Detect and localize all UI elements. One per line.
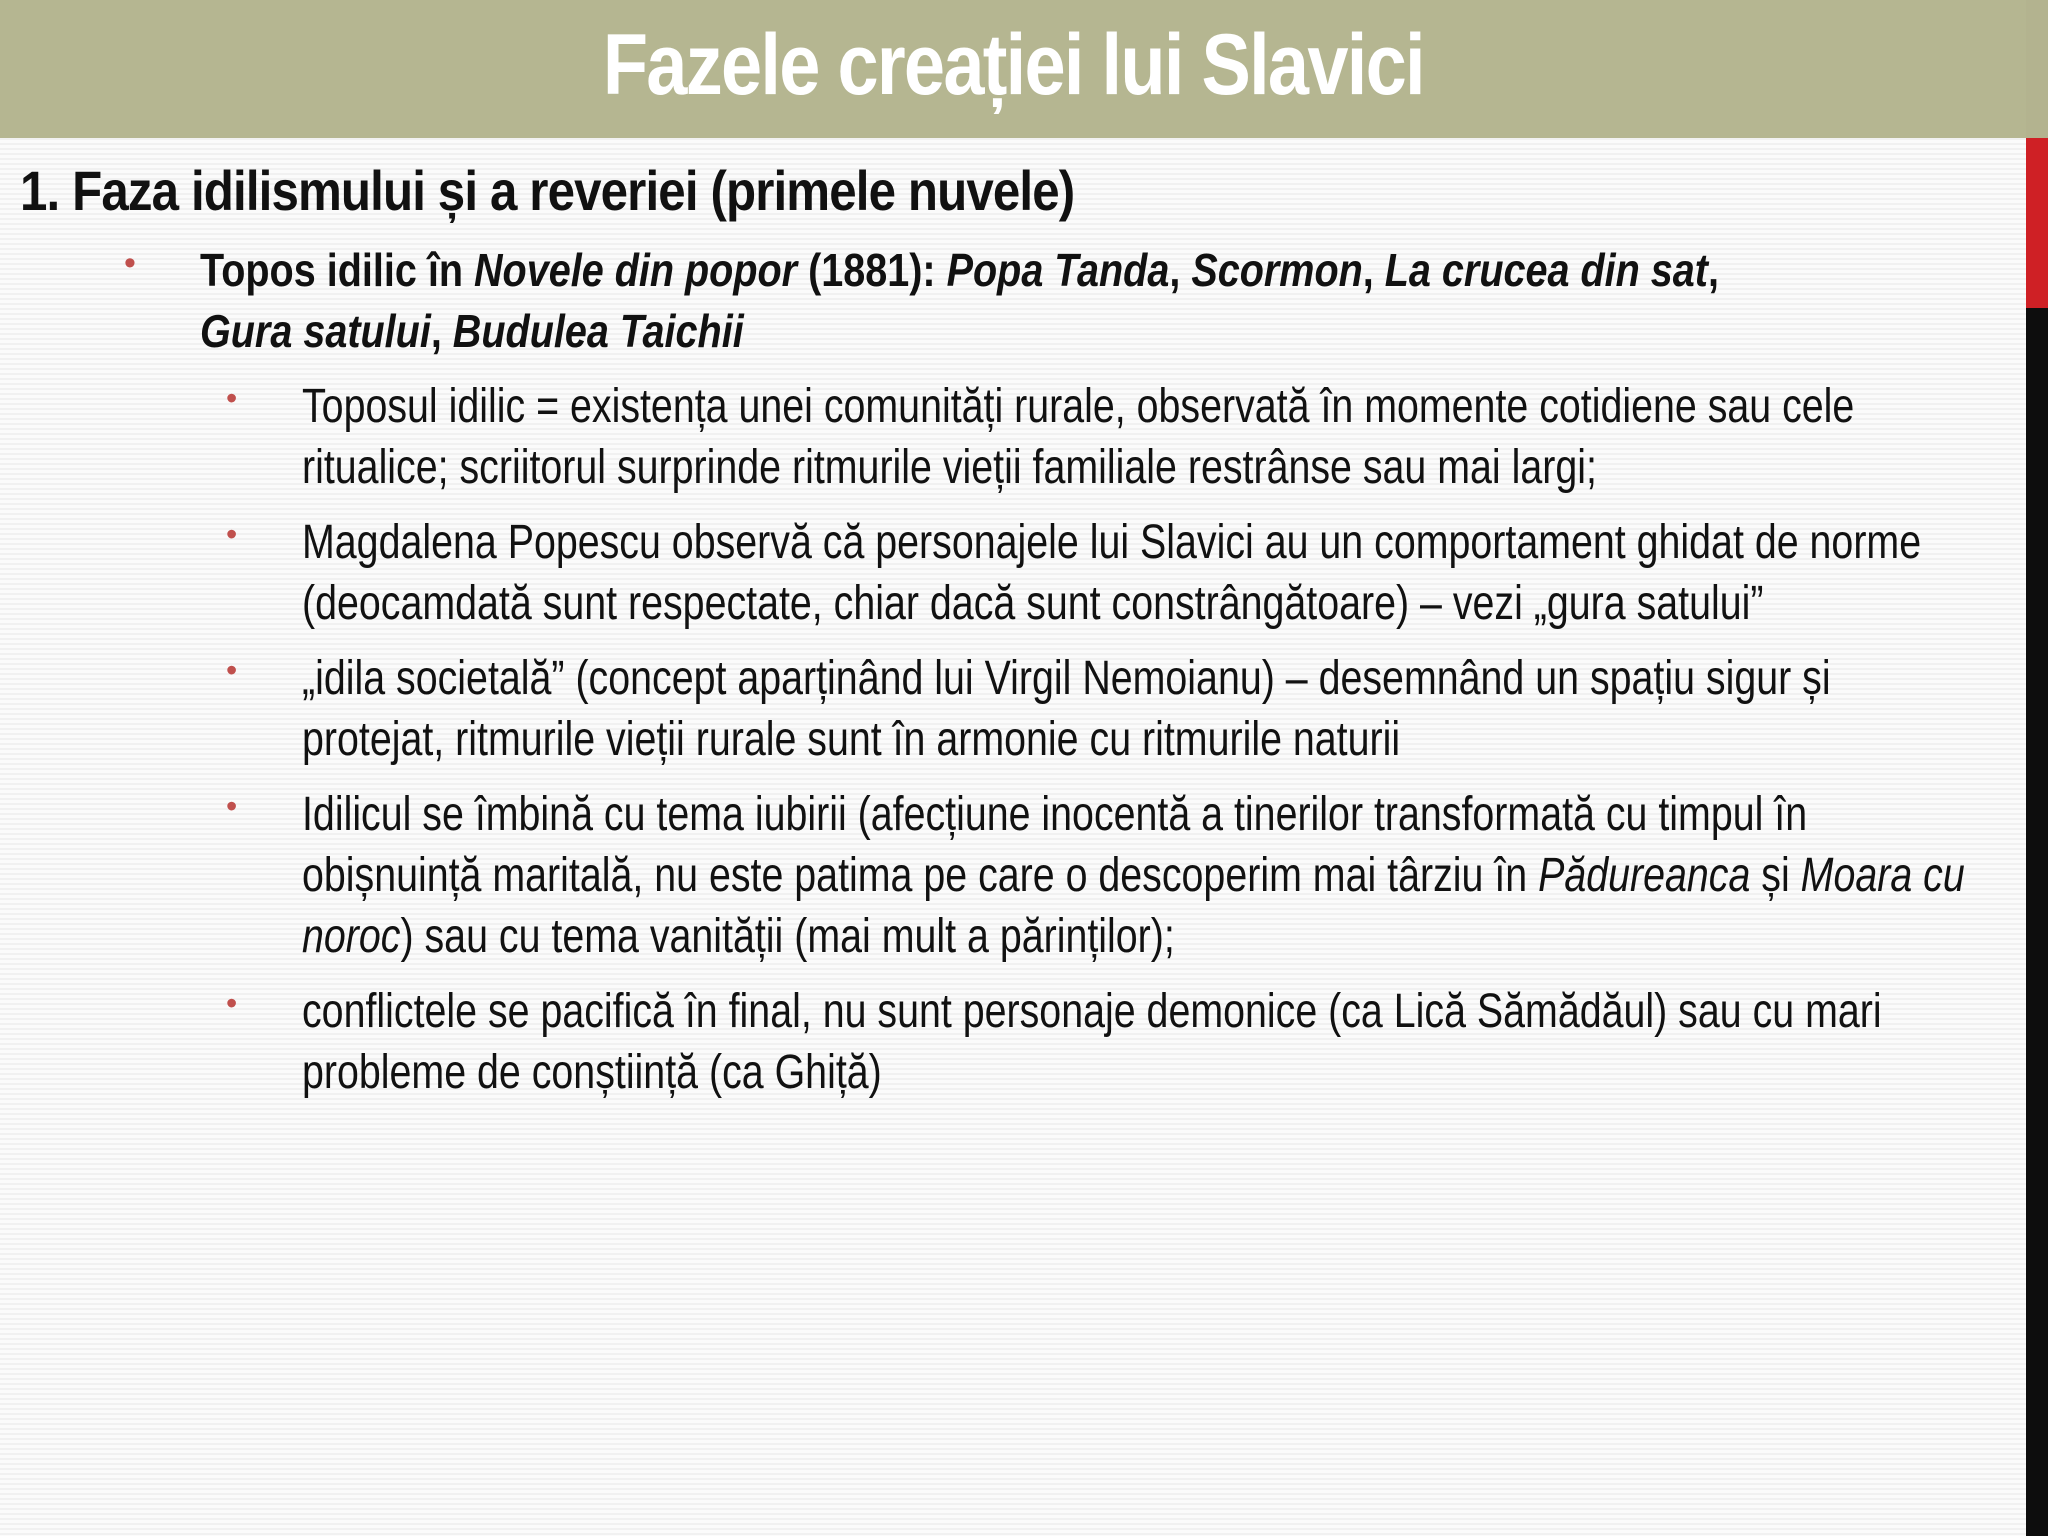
text-run: , bbox=[1362, 244, 1385, 296]
text-run: ) sau cu tema vanității (mai mult a părinților); bbox=[400, 910, 1175, 963]
title-bar bbox=[0, 0, 2026, 138]
list-item-text bbox=[302, 784, 1983, 967]
slide-title: Fazele creației lui Slavici bbox=[602, 16, 1424, 113]
bullet-icon: • bbox=[226, 985, 238, 1021]
work-title: La crucea din sat bbox=[1384, 244, 1708, 296]
list-item-text: „idila societală” (concept aparținând lui Virgil Nemoianu) – desemnând un spațiu sigur și protejat, ritmurile vieții rurale sunt în armonie cu ritmurile naturii bbox=[302, 652, 1831, 766]
work-title: Popa Tanda bbox=[946, 244, 1170, 296]
work-title: Budulea Taichii bbox=[452, 305, 744, 357]
bullet-icon: • bbox=[226, 516, 238, 552]
text-run: Idilicul se îmbină cu tema iubirii (afecțiune inocentă a tinerilor transformată cu timpul în obișnuință maritală, nu este patima pe care o descoperim mai târziu în bbox=[302, 788, 1808, 902]
list-item-text: conflictele se pacifică în final, nu sunt personaje demonice (ca Lică Sămădăul) sau cu mari probleme de conștiință (ca Ghiță) bbox=[302, 985, 1882, 1099]
level1-text bbox=[200, 240, 1782, 362]
side-band-black bbox=[2026, 308, 2048, 1536]
section-heading: 1. Faza idilismului și a reveriei (primele nuvele) bbox=[20, 159, 1075, 222]
list-item bbox=[226, 648, 1986, 770]
bullet-icon: • bbox=[124, 244, 136, 282]
level2-list bbox=[226, 376, 1986, 1117]
work-title: Pădureanca bbox=[1538, 849, 1751, 902]
work-title: Scormon bbox=[1191, 244, 1363, 296]
text-run: , bbox=[1707, 244, 1719, 296]
list-item-text: Magdalena Popescu observă că personajele lui Slavici au un comportament ghidat de norme (deocamdată sunt respectate, chiar dacă sunt constrângătoare) – vezi „gura satului” bbox=[302, 516, 1922, 630]
side-band-red bbox=[2026, 138, 2048, 308]
list-item bbox=[226, 784, 1986, 967]
list-item-text: Toposul idilic = existența unei comunități rurale, observată în momente cotidiene sau cele ritualice; scriitorul surprinde ritmurile vieții familiale restrânse sau mai largi; bbox=[302, 380, 1855, 494]
bullet-icon: • bbox=[226, 652, 238, 688]
work-title: Gura satului bbox=[200, 305, 431, 357]
list-item bbox=[226, 512, 1986, 634]
list-item bbox=[226, 981, 1986, 1103]
bullet-icon: • bbox=[226, 788, 238, 824]
text-run: , bbox=[430, 305, 453, 357]
text-run: (1881): bbox=[797, 244, 947, 296]
list-item bbox=[226, 376, 1986, 498]
text-run: Topos idilic în bbox=[200, 244, 474, 296]
work-title: Moara cu noroc bbox=[302, 849, 1965, 963]
side-band-olive bbox=[2026, 0, 2048, 138]
work-title: Novele din popor bbox=[473, 244, 798, 296]
text-run: și bbox=[1750, 849, 1801, 902]
bullet-icon: • bbox=[226, 380, 238, 416]
text-run: , bbox=[1169, 244, 1192, 296]
